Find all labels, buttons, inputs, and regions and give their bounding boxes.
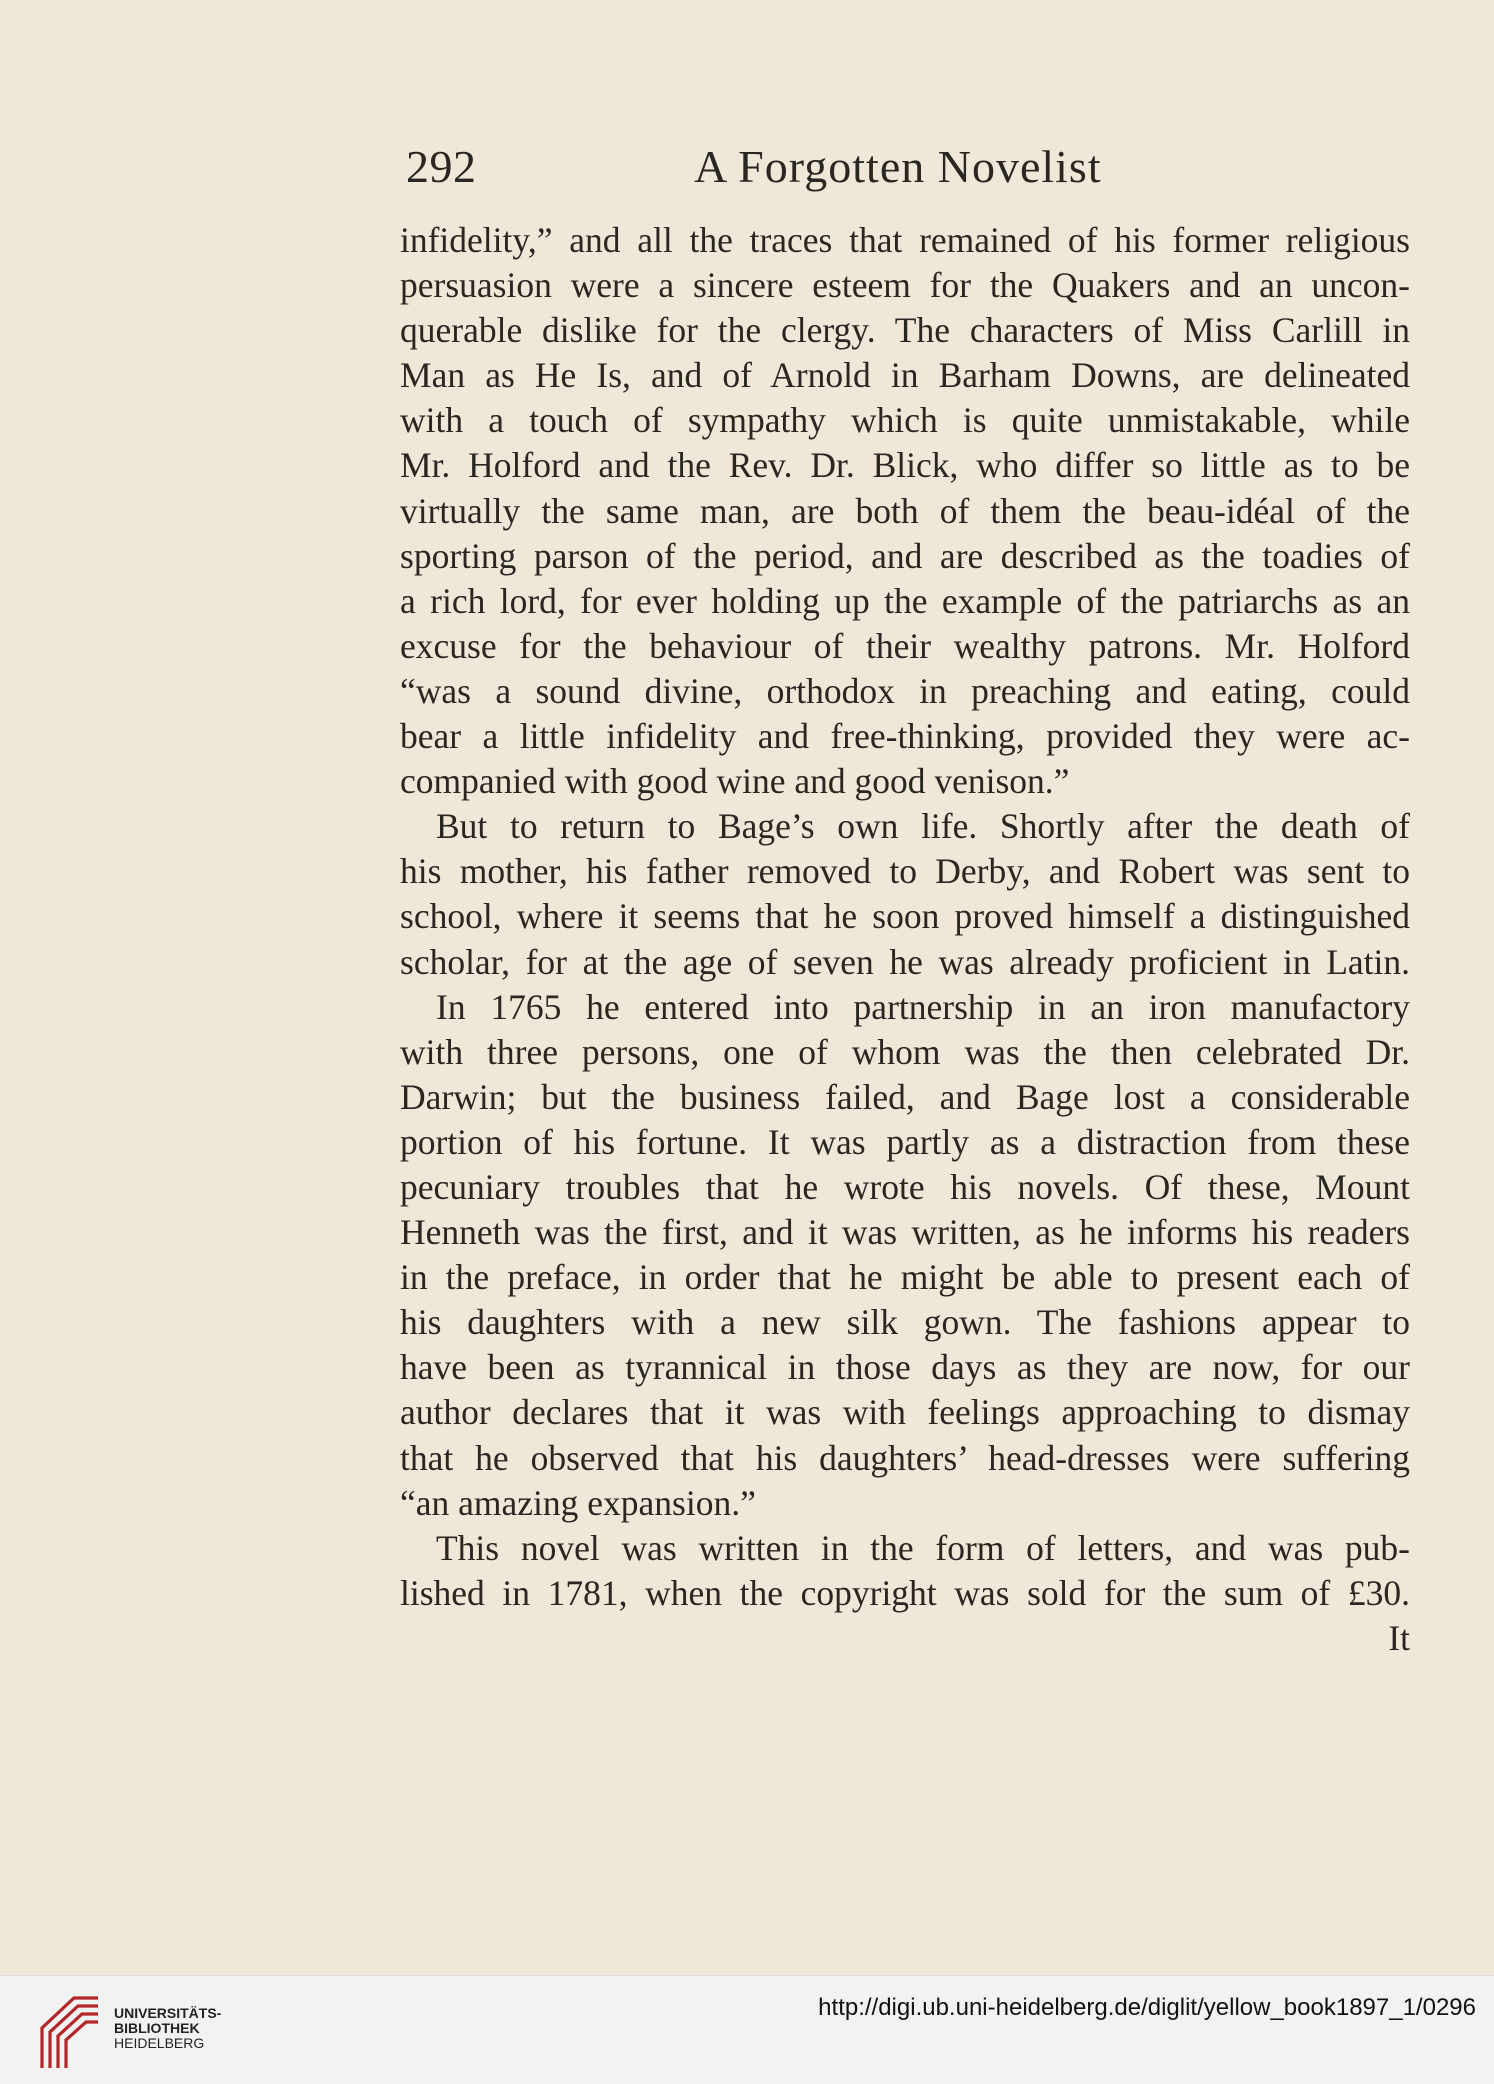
library-logo-icon <box>34 1990 104 2070</box>
page-number: 292 <box>406 141 477 192</box>
library-name-line: HEIDELBERG <box>114 2035 205 2051</box>
text-line: have been as tyrannical in those days as they are now, for our <box>400 1347 1410 1388</box>
text-line: Man as He Is, and of Arnold in Barham Downs, are delineated <box>400 355 1410 396</box>
text-line: scholar, for at the age of seven he was already proficient in Latin. <box>400 941 1410 982</box>
text-line: This novel was written in the form of letters, and was pub- <box>436 1527 1410 1568</box>
text-line: bear a little infidelity and free-thinking, provided they were ac- <box>400 716 1410 757</box>
text-line: pecuniary troubles that he wrote his novels. Of these, Mount <box>400 1166 1410 1207</box>
text-line: sporting parson of the period, and are described as the toadies of <box>400 535 1410 576</box>
text-line: his daughters with a new silk gown. The fashions appear to <box>400 1302 1410 1343</box>
text-line: with a touch of sympathy which is quite unmistakable, while <box>400 400 1410 441</box>
text-line: author declares that it was with feelings approaching to dismay <box>400 1392 1410 1433</box>
text-line: in the preface, in order that he might be able to present each of <box>400 1257 1410 1298</box>
library-name-line: BIBLIOTHEK <box>114 2020 200 2036</box>
text-line: with three persons, one of whom was the then celebrated Dr. <box>400 1031 1410 1072</box>
text-line: that he observed that his daughters’ head-dresses were suffering <box>400 1437 1410 1478</box>
text-line: persuasion were a sincere esteem for the Quakers and an uncon- <box>400 265 1410 306</box>
text-line: querable dislike for the clergy. The characters of Miss Carlill in <box>400 310 1410 351</box>
text-line: portion of his fortune. It was partly as a distraction from these <box>400 1121 1410 1162</box>
text-line: school, where it seems that he soon proved himself a distinguished <box>400 896 1410 937</box>
library-footer <box>0 1975 1494 2084</box>
text-line: lished in 1781, when the copyright was sold for the sum of £30. <box>400 1572 1410 1613</box>
text-line: Mr. Holford and the Rev. Dr. Blick, who differ so little as to be <box>400 445 1410 486</box>
text-line: his mother, his father removed to Derby, and Robert was sent to <box>400 851 1410 892</box>
text-line: But to return to Bage’s own life. Shortly after the death of <box>436 806 1410 847</box>
text-line: infidelity,” and all the traces that remained of his former religious <box>400 220 1410 260</box>
text-line: “was a sound divine, orthodox in preaching and eating, could <box>400 670 1410 711</box>
text-line: Darwin; but the business failed, and Bage lost a considerable <box>400 1076 1410 1117</box>
text-line: a rich lord, for ever holding up the example of the patriarchs as an <box>400 580 1410 621</box>
catchword: It <box>1388 1617 1410 1658</box>
text-line: In 1765 he entered into partnership in an iron manufactory <box>436 986 1410 1027</box>
text-line: virtually the same man, are both of them the beau-idéal of the <box>400 490 1410 531</box>
text-line: excuse for the behaviour of their wealthy patrons. Mr. Holford <box>400 625 1410 666</box>
page-header <box>406 140 1406 210</box>
source-url-link[interactable]: http://digi.ub.uni-heidelberg.de/diglit/yellow_book1897_1/0296 <box>818 1994 1476 2021</box>
body-text <box>400 218 1410 1661</box>
text-line: companied with good wine and good venison.” <box>400 761 1070 802</box>
text-line: Henneth was the first, and it was written, as he informs his readers <box>400 1212 1410 1253</box>
text-line: “an amazing expansion.” <box>400 1482 756 1523</box>
running-title: A Forgotten Novelist <box>694 141 1102 192</box>
library-name-line: UNIVERSITÄTS- <box>114 2005 222 2021</box>
library-name <box>114 2006 221 2051</box>
